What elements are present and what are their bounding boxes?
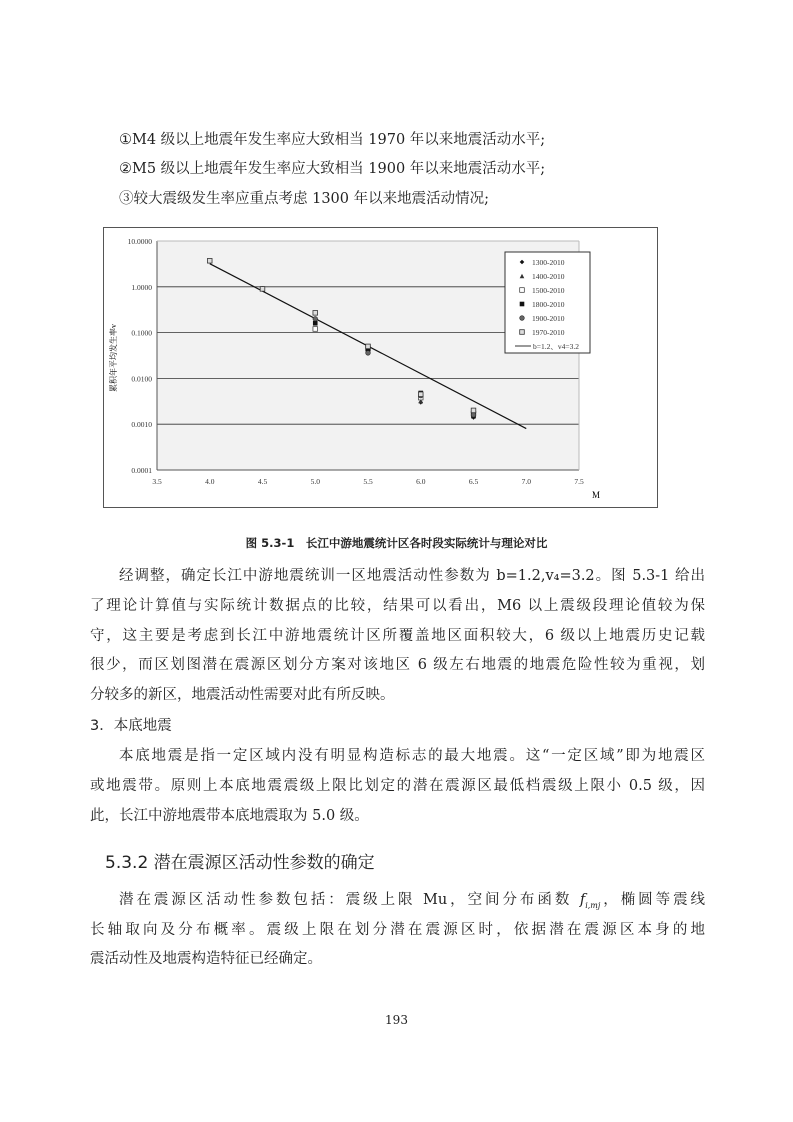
text: ，椭圆等震线 <box>600 892 706 908</box>
para-line: 此，长江中游地震带本底地震取为 5.0 级。 <box>90 808 369 824</box>
chart-svg <box>104 228 657 507</box>
para-line: 很少，而区划图潜在震源区划分方案对该地区 6 级左右地震的地震危险性较为重视，划 <box>90 657 705 673</box>
x-tick-label: 5.5 <box>363 477 373 486</box>
marker-square <box>471 408 476 413</box>
x-tick-label: 4.0 <box>205 477 215 486</box>
x-tick-label: 3.5 <box>152 477 162 486</box>
y-axis-label: 累积年平均发生率v <box>109 324 118 392</box>
formula-sub: i,mj <box>585 900 601 910</box>
marker-square <box>313 311 318 316</box>
para-line: 分较多的新区，地震活动性需要对此有所反映。 <box>90 687 395 703</box>
legend-label: b=1.2、v4=3.2 <box>533 342 579 351</box>
marker-square <box>366 344 371 349</box>
marker-open-square <box>520 288 525 293</box>
marker-open-square <box>313 327 318 332</box>
x-tick-label: 5.0 <box>310 477 320 486</box>
legend-label: 1300-2010 <box>532 258 565 267</box>
marker-circle <box>366 351 371 356</box>
marker-circle <box>471 413 476 418</box>
marker-square <box>207 258 212 263</box>
marker-filled-square <box>520 302 525 307</box>
marker-square <box>418 392 423 397</box>
marker-square <box>260 287 265 292</box>
intro-item: ③较大震级发生率应重点考虑 1300 年以来地震活动情况; <box>119 191 490 207</box>
frequency-magnitude-chart <box>103 227 658 508</box>
x-tick-label: 6.0 <box>416 477 426 486</box>
legend-label: 1900-2010 <box>532 314 565 323</box>
marker-square <box>520 330 525 335</box>
figure-caption: 图 5.3-1 长江中游地震统计区各时段实际统计与理论对比 <box>245 536 548 550</box>
x-tick-label: 7.5 <box>574 477 584 486</box>
section-heading: 3．本底地震 <box>90 718 172 734</box>
page-number: 193 <box>385 1013 408 1027</box>
para-line <box>119 888 705 910</box>
para-line: 经调整，确定长江中游地震统训一区地震活动性参数为 b=1.2,v₄=3.2。图 5.3-1 给出 <box>119 568 705 584</box>
y-tick-label: 0.0100 <box>131 374 152 384</box>
legend-label: 1970-2010 <box>532 328 565 337</box>
y-tick-label: 1.0000 <box>131 282 152 292</box>
para-line: 震活动性及地震构造特征已经确定。 <box>90 951 322 967</box>
y-tick-label: 10.0000 <box>127 237 152 246</box>
marker-filled-square <box>313 321 318 326</box>
x-axis-label: M <box>592 490 601 500</box>
y-tick-label: 0.0001 <box>131 466 152 475</box>
para-line: 守，这主要是考虑到长江中游地震统计区所覆盖地区面积较大，6 级以上地震历史记载 <box>90 628 705 644</box>
x-tick-label: 4.5 <box>257 477 268 486</box>
y-tick-label: 0.0010 <box>131 420 152 430</box>
intro-item: ②M5 级以上地震年发生率应大致相当 1900 年以来地震活动水平; <box>119 161 546 177</box>
legend-label: 1500-2010 <box>532 286 565 295</box>
para-line: 了理论计算值与实际统计数据点的比较，结果可以看出，M6 以上震级段理论值较为保 <box>90 598 705 614</box>
intro-item: ①M4 级以上地震年发生率应大致相当 1970 年以来地震活动水平; <box>119 132 546 148</box>
para-line: 本底地震是指一定区域内没有明显构造标志的最大地震。这“一定区域”即为地震区 <box>119 748 705 764</box>
section-heading-5-3-2: 5.3.2 潜在震源区活动性参数的确定 <box>105 853 375 873</box>
marker-circle <box>520 316 525 321</box>
para-line: 长轴取向及分布概率。震级上限在划分潜在震源区时，依据潜在震源区本身的地 <box>90 922 705 938</box>
formula-f: f <box>579 892 586 908</box>
x-tick-label: 6.5 <box>468 477 479 486</box>
marker-circle <box>313 317 318 322</box>
legend-label: 1400-2010 <box>532 272 565 281</box>
legend <box>505 252 590 353</box>
legend-label: 1800-2010 <box>532 300 565 309</box>
para-line: 或地震带。原则上本底地震震级上限比划定的潜在震源区最低档震级上限小 0.5 级，因 <box>90 778 705 794</box>
text: 潜在震源区活动性参数包括：震级上限 Mu，空间分布函数 <box>119 892 580 908</box>
formula <box>580 892 601 908</box>
y-tick-label: 0.1000 <box>131 328 152 338</box>
x-tick-label: 7.0 <box>521 477 531 486</box>
